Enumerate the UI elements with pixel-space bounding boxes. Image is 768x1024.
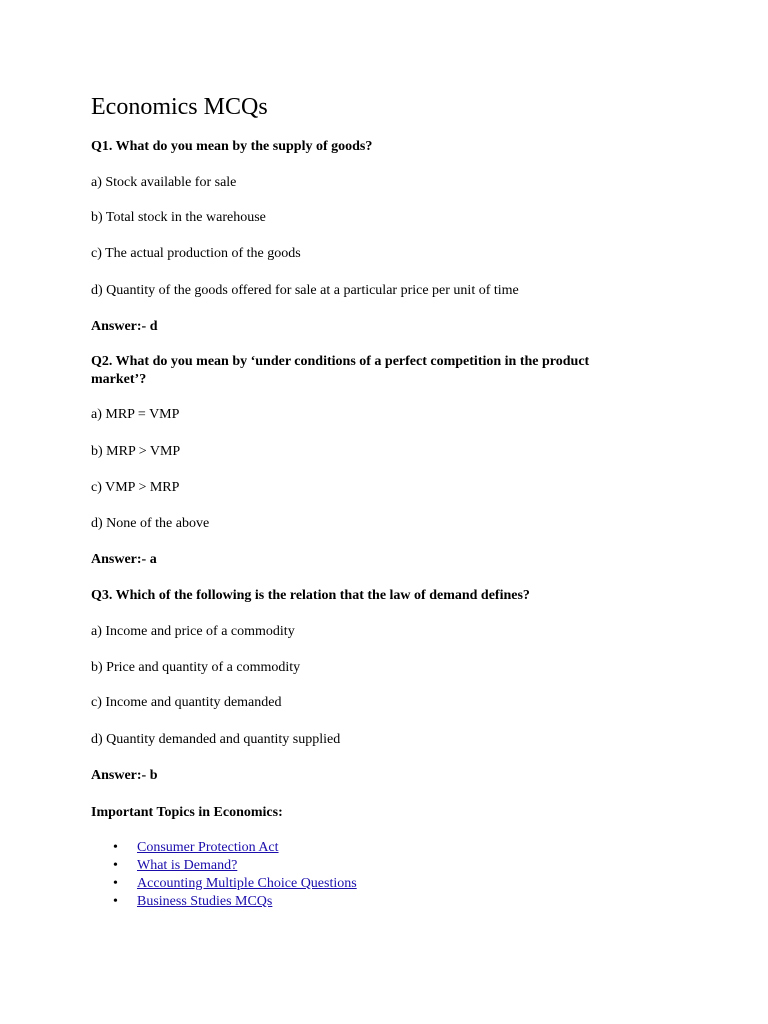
bullet-icon: •	[113, 858, 118, 873]
q1-option-a: a) Stock available for sale	[91, 175, 237, 190]
link-accounting-mcq[interactable]: Accounting Multiple Choice Questions	[137, 876, 357, 891]
topics-heading: Important Topics in Economics:	[91, 805, 283, 820]
page-title: Economics MCQs	[91, 94, 268, 120]
q3-option-b: b) Price and quantity of a commodity	[91, 660, 301, 675]
link-consumer-protection-act[interactable]: Consumer Protection Act	[137, 840, 279, 855]
q3-option-d: d) Quantity demanded and quantity supplied	[91, 732, 341, 747]
question-2: Q2. What do you mean by ‘under conditions of a perfect competition in the product market’?	[91, 354, 590, 387]
list-item	[91, 839, 357, 857]
q1-option-d: d) Quantity of the goods offered for sale at a particular price per unit of time	[91, 283, 519, 298]
q2-option-d: d) None of the above	[91, 516, 210, 531]
q2-answer: Answer:- a	[91, 552, 157, 567]
q2-option-b: b) MRP > VMP	[91, 444, 181, 459]
list-item	[91, 857, 357, 875]
q2-option-a: a) MRP = VMP	[91, 407, 180, 422]
link-business-studies-mcqs[interactable]: Business Studies MCQs	[137, 894, 273, 909]
q3-option-a: a) Income and price of a commodity	[91, 624, 295, 639]
q3-option-c: c) Income and quantity demanded	[91, 695, 282, 710]
question-1: Q1. What do you mean by the supply of goods?	[91, 139, 373, 154]
q1-answer: Answer:- d	[91, 319, 158, 334]
q2-option-c: c) VMP > MRP	[91, 480, 180, 495]
topics-list	[91, 839, 357, 911]
q3-answer: Answer:- b	[91, 768, 158, 783]
question-3: Q3. Which of the following is the relation that the law of demand defines?	[91, 588, 530, 603]
bullet-icon: •	[113, 840, 118, 855]
bullet-icon: •	[113, 894, 118, 909]
q1-option-b: b) Total stock in the warehouse	[91, 210, 266, 225]
q1-option-c: c) The actual production of the goods	[91, 246, 301, 261]
list-item	[91, 893, 357, 911]
link-what-is-demand[interactable]: What is Demand?	[137, 858, 238, 873]
list-item	[91, 875, 357, 893]
bullet-icon: •	[113, 876, 118, 891]
